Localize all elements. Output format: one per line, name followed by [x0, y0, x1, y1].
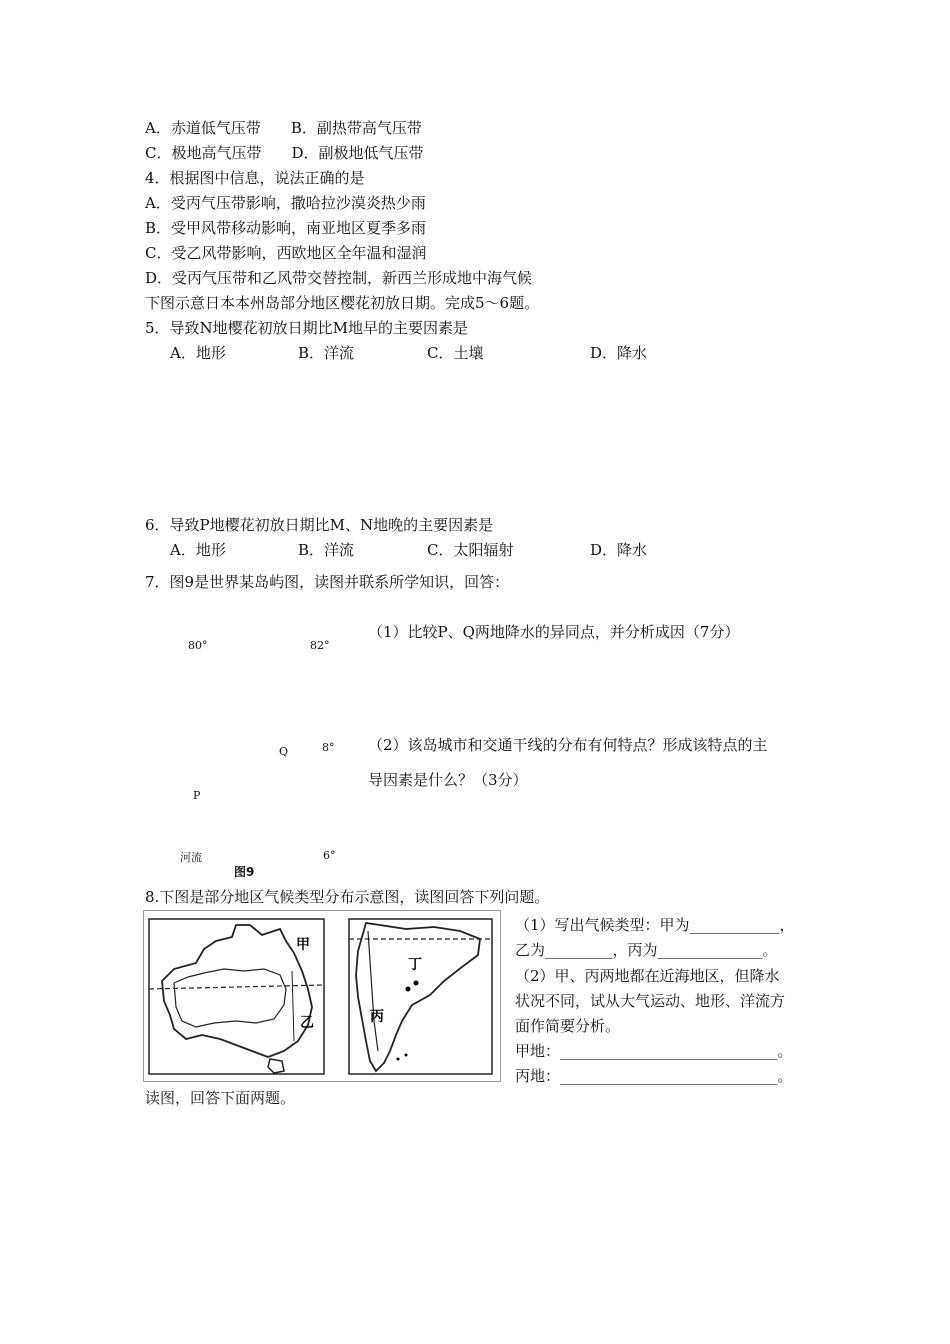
fig9-label-p: P	[193, 789, 201, 802]
q4-option-a: A．受丙气压带影响，撒哈拉沙漠炎热少雨	[145, 194, 426, 212]
q8-answer-jia: 甲地：_____________________________。	[515, 1042, 793, 1060]
q4-stem: 4．根据图中信息，说法正确的是	[145, 169, 365, 187]
tasmania-outline	[268, 1059, 284, 1073]
q7-sub2-line2: 导因素是什么？（3分）	[368, 771, 528, 789]
read-prompt: 读图，回答下面两题。	[145, 1089, 296, 1107]
map-label-bing: 丙	[370, 1009, 384, 1025]
q3-options-row1: A．赤道低气压带 B．副热带高气压带	[145, 119, 422, 137]
q7-sub1: （1）比较P、Q两地降水的异同点，并分析成因（7分）	[368, 623, 740, 641]
city-dot-2	[414, 981, 419, 986]
q7-sub2-line1: （2）该岛城市和交通干线的分布有何特点？形成该特点的主	[368, 736, 768, 754]
q8-climate-map	[143, 910, 501, 1082]
q8-sub2-line3: 面作简要分析。	[515, 1017, 621, 1035]
q4-option-d: D．受丙气压带和乙风带交替控制，新西兰形成地中海气候	[145, 269, 533, 287]
q5-stem: 5．导致N地樱花初放日期比M地早的主要因素是	[145, 319, 469, 337]
australia-east-boundary	[292, 971, 294, 1041]
q8-sub1-line2: 乙为_________，丙为______________。	[515, 941, 778, 959]
fig9-lon-82: 82°	[310, 639, 330, 652]
fig9-lon-80: 80°	[188, 639, 208, 652]
city-dot-1	[406, 987, 411, 992]
fig9-caption: 图9	[234, 865, 255, 879]
q4-option-c: C．受乙风带影响，西欧地区全年温和湿润	[145, 244, 427, 262]
q4-option-b: B．受甲风带移动影响，南亚地区夏季多雨	[145, 219, 427, 237]
q5-option-c: C．土壤	[427, 344, 484, 362]
q5-option-a: A．地形	[170, 344, 226, 362]
q6-option-b: B．洋流	[298, 541, 355, 559]
q7-stem: 7．图9是世界某岛屿图，读图并联系所学知识，回答：	[145, 573, 510, 591]
fig9-lat-6: 6°	[323, 849, 336, 862]
q6-stem: 6．导致P地樱花初放日期比M、N地晚的主要因素是	[145, 516, 494, 534]
q5-option-b: B．洋流	[298, 344, 355, 362]
map-label-ding: 丁	[408, 957, 422, 973]
south-america-panel-frame	[349, 919, 492, 1074]
q8-stem: 8.下图是部分地区气候类型分布示意图，读图回答下列问题。	[145, 888, 550, 906]
australia-inner-boundary	[174, 969, 286, 1027]
q8-map-drawing	[144, 911, 500, 1081]
q5-option-d: D．降水	[590, 344, 648, 362]
q6-option-d: D．降水	[590, 541, 648, 559]
intro-q5-6: 下图示意日本本州岛部分地区樱花初放日期。完成5～6题。	[145, 294, 540, 312]
island-dot-1	[397, 1058, 400, 1061]
andes-line	[368, 931, 378, 1051]
australia-outline	[162, 925, 312, 1057]
fig9-label-q: Q	[279, 745, 289, 758]
fig9-lat-8: 8°	[322, 741, 335, 754]
q6-option-c: C．太阳辐射	[427, 541, 514, 559]
q8-sub2-line2: 状况不同，试从大气运动、地形、洋流方	[515, 992, 786, 1010]
south-america-outline	[356, 923, 480, 1071]
map-label-jia: 甲	[296, 937, 310, 953]
q8-sub1-line1: （1）写出气候类型：甲为____________，	[515, 916, 795, 934]
q8-sub2-line1: （2）甲、丙两地都在近海地区，但降水	[515, 967, 780, 985]
fig9-label-river: 河流	[180, 851, 202, 864]
q8-answer-bing: 丙地：_____________________________。	[515, 1067, 793, 1085]
island-dot-2	[405, 1054, 408, 1057]
q3-options-row2: C．极地高气压带 D．副极地低气压带	[145, 144, 424, 162]
q6-option-a: A．地形	[170, 541, 226, 559]
australia-tropic-line	[149, 985, 324, 989]
map-label-yi: 乙	[300, 1015, 314, 1031]
